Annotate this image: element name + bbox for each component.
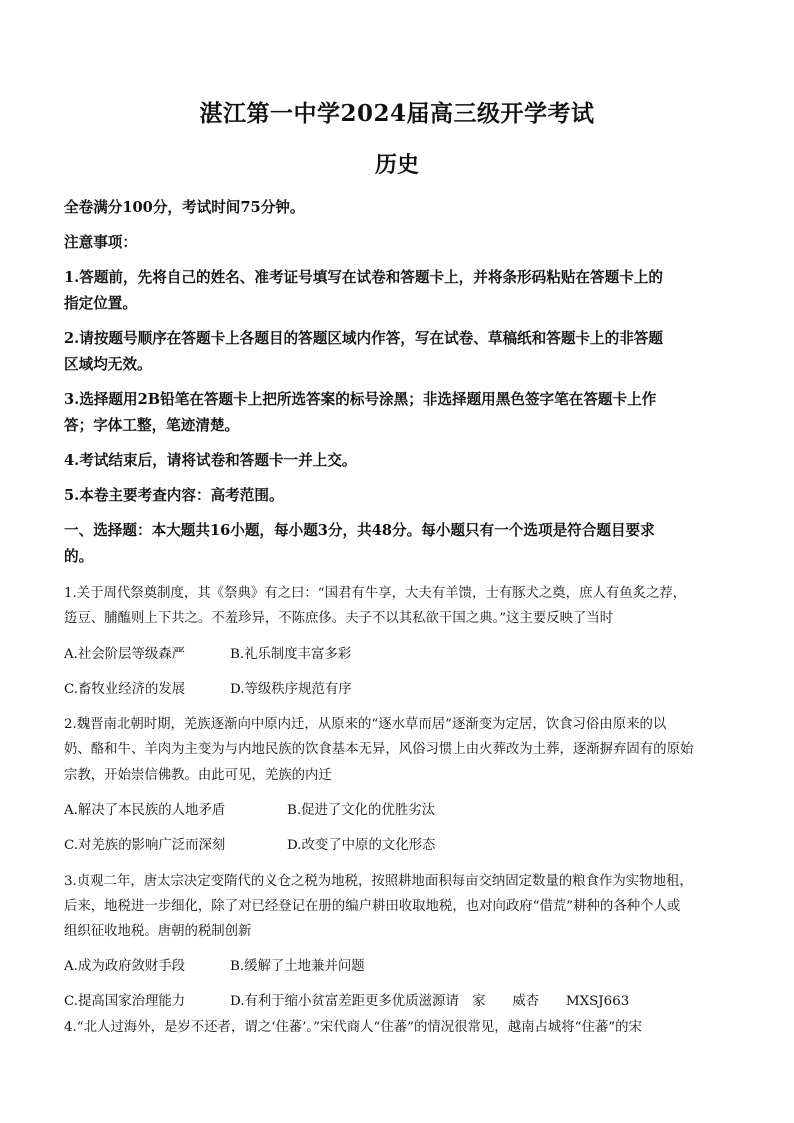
q2-stem-line-3: 宗教，开始崇信佛教。由此可见，羌族的内迁 xyxy=(64,768,332,783)
note-4: 4.考试结束后，请将试卷和答题卡一并上交。 xyxy=(64,452,357,469)
notice-heading: 注意事项： xyxy=(64,234,137,251)
q2-option-c[interactable]: C.对羌族的影响广泛而深刻 xyxy=(64,838,226,853)
q4-stem-line-1: 4.“北人过海外，是岁不还者，谓之‘住蕃’。”宋代商人“住蕃”的情况很常见，越南占城将“住蕃”的宋 xyxy=(64,1020,642,1035)
score-time-text: 全卷满分100分，考试时间75分钟。 xyxy=(64,199,305,216)
exam-title: 湛江第一中学2024届高三级开学考试 xyxy=(199,100,595,127)
q1-stem-line-2: 笾豆、脯醢则上下共之。不羞珍异，不陈庶侈。夫子不以其私欲干国之典。”这主要反映了当时 xyxy=(64,611,614,626)
q1-option-a[interactable]: A.社会阶层等级森严 xyxy=(64,647,186,662)
note-3-line-2: 答；字体工整，笔迹清楚。 xyxy=(64,417,240,434)
q3-option-b[interactable]: B.缓解了土地兼并问题 xyxy=(230,959,365,974)
q1-option-d[interactable]: D.等级秩序规范有序 xyxy=(230,682,352,697)
section-heading-line-1: 一、选择题：本大题共16小题，每小题3分，共48分。每小题只有一个选项是符合题目要求 xyxy=(64,522,655,539)
q3-stem-line-1: 3.贞观二年，唐太宗决定变隋代的义仓之税为地税，按照耕地面积每亩交纳固定数量的粮食作为实物地租， xyxy=(64,874,693,889)
q3-option-d[interactable]: D.有利于缩小贫富差距更多优质滋源请 家 威杏 MXSJ663 xyxy=(230,994,630,1009)
note-5: 5.本卷主要考查内容：高考范围。 xyxy=(64,487,284,504)
q3-stem-line-2: 后来，地税进一步细化，除了对已经登记在册的编户耕田收取地税，也对向政府“借荒”耕种的各种个人或 xyxy=(64,899,681,914)
q2-stem-line-2: 奶、酪和牛、羊肉为主变为与内地民族的饮食基本无异，风俗习惯上由火葬改为土葬，逐渐摒弃固有的原始 xyxy=(64,742,694,757)
q1-option-b[interactable]: B.礼乐制度丰富多彩 xyxy=(230,647,352,662)
note-1-line-2: 指定位置。 xyxy=(64,295,137,312)
q2-stem-line-1: 2.魏晋南北朝时期，羌族逐渐向中原内迁，从原来的“逐水草而居”逐渐变为定居，饮食习俗由原来的以 xyxy=(64,717,667,732)
q2-option-a[interactable]: A.解决了本民族的人地矛盾 xyxy=(64,803,226,818)
q2-option-b[interactable]: B.促进了文化的优胜劣汰 xyxy=(287,803,436,818)
q1-stem-line-1: 1.关于周代祭奠制度，其《祭典》有之曰：“国君有牛享，大夫有羊馈，士有豚犬之奠，庶人有鱼炙之荐， xyxy=(64,586,687,601)
q2-option-d[interactable]: D.改变了中原的文化形态 xyxy=(287,838,436,853)
q1-option-c[interactable]: C.畜牧业经济的发展 xyxy=(64,682,186,697)
note-1-line-1: 1.答题前，先将自己的姓名、准考证号填写在试卷和答题卡上，并将条形码粘贴在答题卡上的 xyxy=(64,269,663,286)
q3-option-a[interactable]: A.成为政府敛财手段 xyxy=(64,959,186,974)
subject-title: 历史 xyxy=(374,152,419,178)
q3-stem-line-3: 组织征收地税。唐朝的税制创新 xyxy=(64,924,252,939)
note-2-line-2: 区域均无效。 xyxy=(64,356,152,373)
section-heading-line-2: 的。 xyxy=(64,548,94,565)
q3-option-c[interactable]: C.提高国家治理能力 xyxy=(64,994,186,1009)
note-3-line-1: 3.选择题用2B铅笔在答题卡上把所选答案的标号涂黑；非选择题用黑色签字笔在答题卡上作 xyxy=(64,391,657,408)
note-2-line-1: 2.请按题号顺序在答题卡上各题目的答题区域内作答，写在试卷、草稿纸和答题卡上的非答题 xyxy=(64,330,663,347)
